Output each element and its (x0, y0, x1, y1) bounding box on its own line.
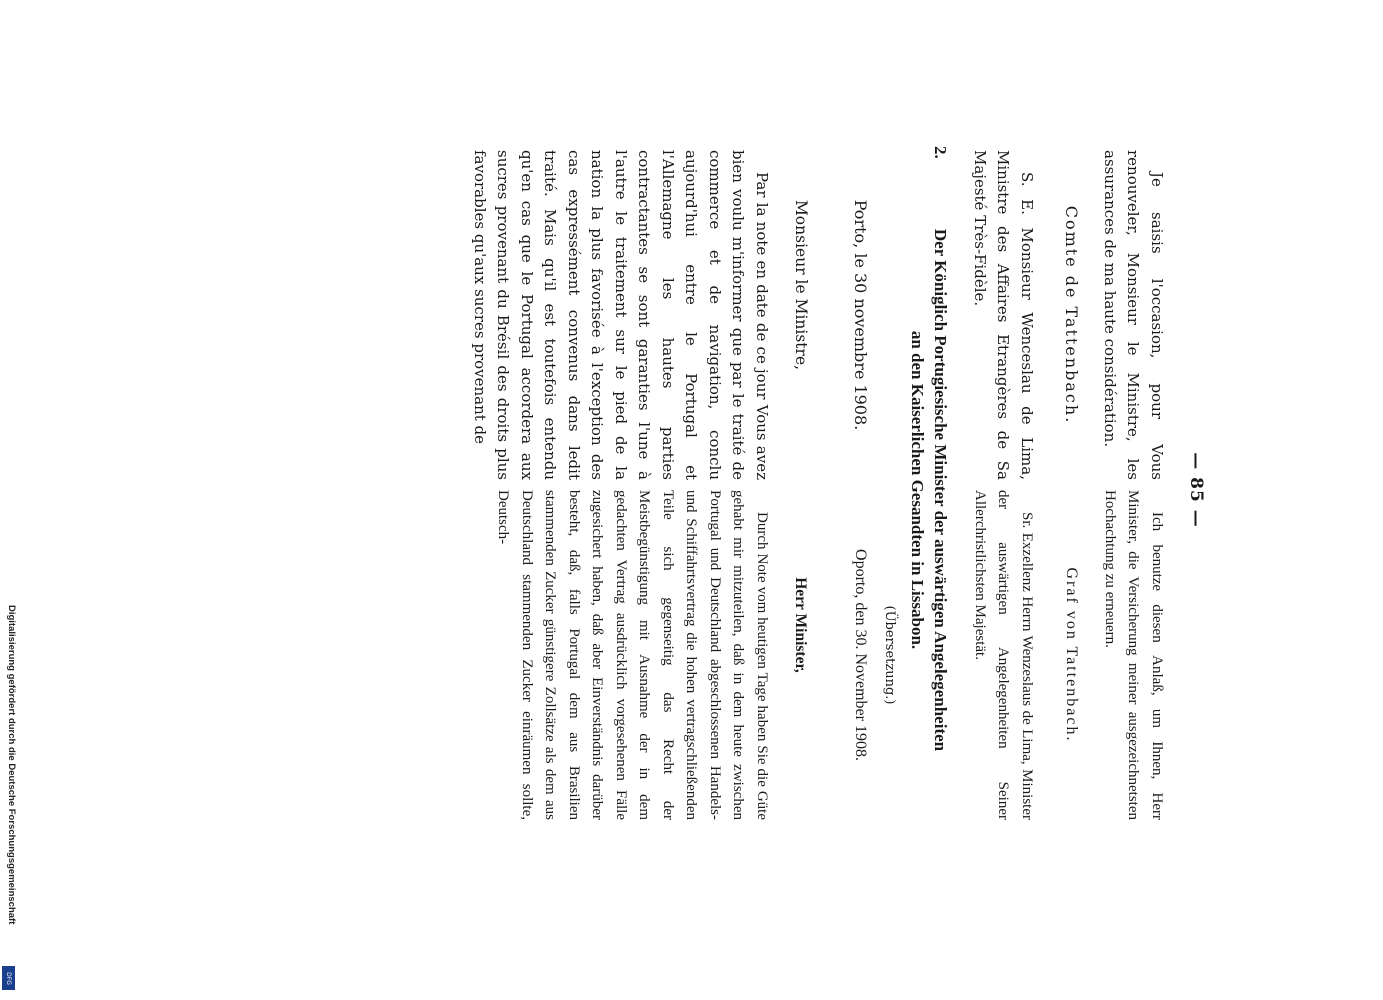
german-letter-column (491, 490, 872, 820)
german-top-column (968, 490, 1169, 820)
french-letter-column (468, 150, 873, 480)
french-signature: Comte de Tattenbach. (1062, 205, 1082, 425)
french-body: Par la note en date de ce jour Vous avez bien voulu m'informer que par le traité de commerce et de navigation, conclu aujourd'hui entre le Portugal et l'Allemagne les hautes parties contractantes se sont garanties l'une à l'autre le traitement sur le pied de la nation la plus favorisée à l'exception des cas expressément convenus dans ledit traité. Mais qu'il est toutefois entendu qu'en cas que le Portugal accordera aux sucres provenant du Brésil des droits plus favorables qu'aux sucres provenant de (471, 150, 771, 480)
digitization-footer (0, 0, 18, 1000)
section-number: 2. (931, 146, 950, 159)
german-signature: Graf von Tattenbach. (1063, 567, 1081, 743)
digitization-credit: Digitalisierung gefördert durch die Deutsche Forschungsgemeinschaft (6, 605, 17, 925)
page-number: — 85 — (1186, 452, 1206, 528)
dfg-logo-icon (2, 966, 15, 990)
dfg-logo-text: DFG (4, 971, 12, 985)
french-closing-paragraph: Je saisis l'occasion, pour Vous renouveler, Monsieur le Ministre, les assurances de ma haute considération. (1101, 150, 1166, 480)
french-dateline: Porto, le 30 novembre 1908. (851, 199, 870, 431)
french-recipient: S. E. Monsieur Wenceslau de Lima, Ministre des Affaires Etrangères de Sa Majesté Très-Fidèle. (971, 150, 1036, 480)
german-closing-paragraph: Ich benutze diesen Anlaß, um Ihnen, Herr Minister, die Versicherung meiner ausgezeichnetsten Hochachtung zu erneuern. (1102, 490, 1165, 820)
german-dateline: Oporto, den 30. November 1908. (852, 549, 869, 761)
french-salutation: Monsieur le Ministre, (792, 199, 811, 371)
translation-note: (Übersetzung.) (882, 605, 897, 705)
german-body: Durch Note vom heutigen Tage haben Sie die Güte gehabt mir mitzuteilen, daß in dem heute zwischen Portugal und Deutschland abgeschlossenen Handels- und Schiffahrtsvertrag die hohen vertragschließenden Teile sich gegenseitig das Recht der Meistbegünstigung mit Ausnahme der in dem gedachten Vertrag ausdrücklich vorgesehenen Fälle zugesichert haben, daß aber Einverständnis darüber besteht, daß, falls Portugal dem aus Brasilien stammenden Zucker günstigere Zollsätze als dem aus Deutschland stammenden Zucker einräumen sollte, Deutsch- (495, 490, 770, 820)
section-heading (906, 146, 952, 830)
section-heading-line1: Der Königlich Portugiesische Minister der auswärtigen Angelegenheiten (931, 228, 950, 752)
french-top-column (968, 150, 1169, 480)
german-recipient: Sr. Exzellenz Herrn Wenzeslaus de Lima, Minister der auswärtigen Angelegenheiten Seiner Allerchristlichsten Majestät. (972, 490, 1035, 820)
rotated-document-page (240, 146, 1206, 830)
section-heading-line2: an den Kaiserlichen Gesandten in Lissabon. (908, 330, 927, 650)
german-salutation: Herr Minister, (792, 577, 810, 673)
